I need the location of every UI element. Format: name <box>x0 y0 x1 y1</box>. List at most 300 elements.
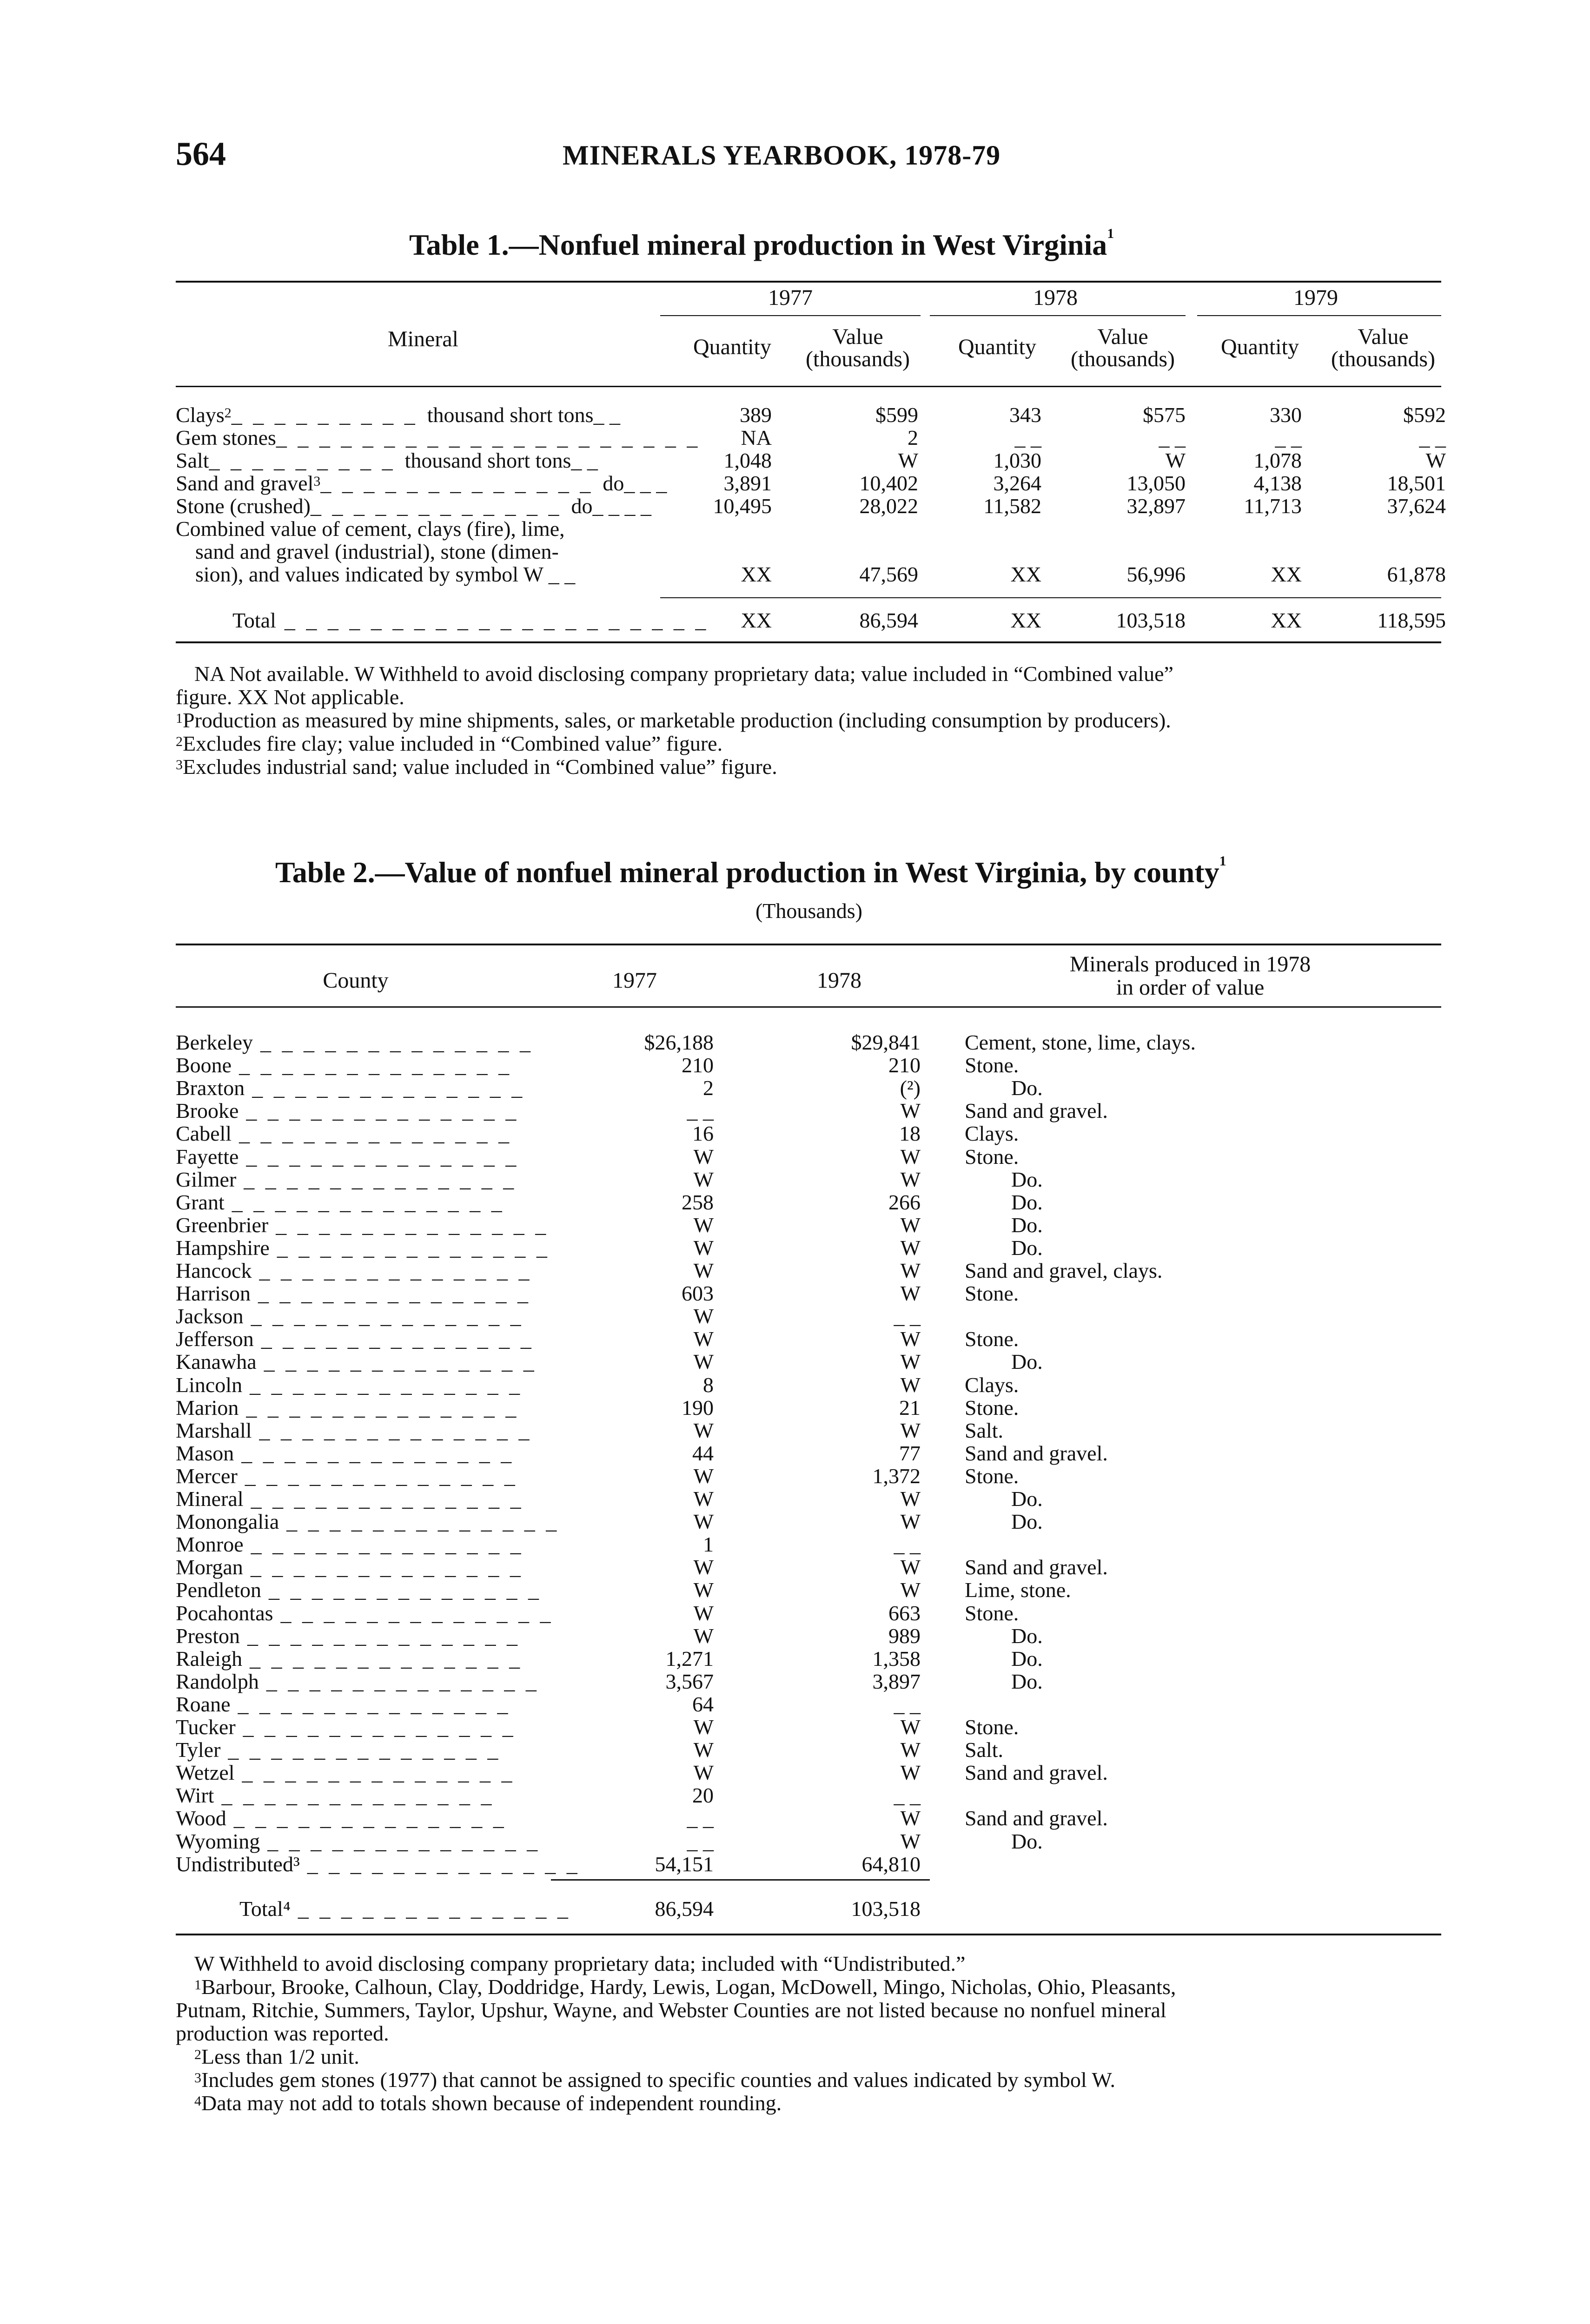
table2-county <box>176 1852 580 1876</box>
leader: _ _ _ _ _ _ _ _ _ _ _ _ _ <box>286 1510 560 1533</box>
table1-title: Table 1.—Nonfuel mineral production in West Virginia$^1$ <box>409 226 1114 261</box>
table2-county <box>176 1145 519 1169</box>
table2-county <box>176 1487 524 1511</box>
table1-cell: 10,495 <box>713 494 772 518</box>
table2-cell-1977: 1 <box>703 1532 714 1556</box>
table2-minerals: Sand and gravel. <box>965 1761 1108 1784</box>
table1-cell: 1,030 <box>993 449 1041 472</box>
table2-cell-1977: W <box>693 1213 714 1237</box>
table2-cell-1978: 3,897 <box>872 1670 921 1693</box>
table1-row-label <box>176 495 651 517</box>
leader: _ _ _ _ _ _ _ _ _ _ _ _ _ <box>221 1783 495 1807</box>
table2-county <box>176 1259 532 1282</box>
table2-total-rule <box>551 1879 930 1881</box>
table2-county <box>176 1396 519 1419</box>
table1-combined-cell: XX <box>1010 562 1041 586</box>
table2-cell-1978: W <box>900 1806 921 1830</box>
table1-cell: 3,891 <box>723 471 772 495</box>
running-title: MINERALS YEARBOOK, 1978-79 <box>563 140 1001 171</box>
note-text: W Withheld to avoid disclosing company proprietary data; included with “Undistributed.” <box>194 1952 966 1975</box>
footnote-marker: 2 <box>194 2047 201 2062</box>
leader: _ _ _ _ _ _ _ _ _ _ _ _ _ _ _ _ _ _ _ _ <box>284 608 709 632</box>
table2-county <box>176 1738 510 1761</box>
table1-row-label <box>176 426 700 449</box>
table1-col-quantity: Quantity <box>1221 335 1299 359</box>
leader: _ _ _ _ _ _ _ _ _ _ _ _ _ <box>228 1738 501 1762</box>
county-name: Kanawha <box>176 1350 257 1373</box>
table2-cell-1977: W <box>693 1487 714 1511</box>
county-name: Braxton <box>176 1076 245 1100</box>
leader: _ _ _ _ _ _ _ _ _ _ _ _ _ <box>320 471 594 495</box>
table1-total-cell: 86,594 <box>859 608 918 632</box>
leader: _ _ _ _ _ _ _ _ _ _ _ _ _ <box>266 1670 539 1693</box>
table2-minerals: Do. <box>1011 1487 1043 1511</box>
leader: _ _ _ _ _ _ _ _ _ _ _ _ _ <box>267 1829 541 1853</box>
table2-cell-1978: W <box>900 1236 921 1260</box>
table2-note <box>176 2022 389 2045</box>
table2-minerals: Stone. <box>965 1281 1019 1305</box>
table1-total-cell: 103,518 <box>1116 608 1186 632</box>
table2-cell-1978: 1,358 <box>872 1647 921 1670</box>
table2-county <box>176 1578 542 1602</box>
table2-cell-1977: _ _ <box>687 1806 714 1830</box>
leader: _ _ _ _ _ _ _ _ _ _ _ _ _ <box>259 1419 532 1442</box>
table2-cell-1978: W <box>900 1168 921 1191</box>
table2-county <box>176 1647 523 1670</box>
table1-note <box>176 755 777 779</box>
table2-cell-1977: 54,151 <box>655 1852 714 1876</box>
table2-minerals: Sand and gravel. <box>965 1806 1108 1830</box>
table1-cell: W <box>1425 449 1446 472</box>
leader: _ _ _ _ _ _ _ _ _ _ _ _ _ <box>243 1715 516 1739</box>
table2-county <box>176 1191 510 1214</box>
table1-cell: 10,402 <box>859 471 918 495</box>
table1-col-value: Value <box>1358 324 1409 349</box>
table1-cell: 3,264 <box>993 471 1041 495</box>
table2-county <box>176 1327 534 1351</box>
table2-cell-1978: (²) <box>900 1076 921 1100</box>
table2-cell-1978: W <box>900 1487 921 1511</box>
table2-county <box>176 1510 560 1533</box>
county-name: Morgan <box>176 1555 243 1579</box>
table1-combined-label: sion), and values indicated by symbol W _ _ <box>195 562 576 586</box>
mineral-name: Salt <box>176 449 209 472</box>
table1-note <box>176 709 1171 732</box>
table1-top-rule <box>176 281 1441 283</box>
table2-cell-1978: 18 <box>899 1122 921 1145</box>
table2-cell-1977: W <box>693 1236 714 1260</box>
table1-combined-cell: 47,569 <box>859 562 918 586</box>
table2-county <box>176 1122 510 1145</box>
county-name: Raleigh <box>176 1647 243 1670</box>
table2-cell-1977: 190 <box>682 1396 714 1419</box>
table2-county <box>176 1670 539 1693</box>
county-name: Monroe <box>176 1532 244 1556</box>
table1-total-cell: XX <box>1010 608 1041 632</box>
table2-minerals: Do. <box>1011 1190 1043 1214</box>
table2-county <box>176 1624 520 1648</box>
table2-minerals: Sand and gravel. <box>965 1099 1108 1122</box>
footnote-marker: 1 <box>176 711 183 726</box>
leader: _ _ _ _ _ _ _ _ _ <box>209 449 396 472</box>
table2-cell-1978: W <box>900 1259 921 1282</box>
mineral-name: Sand and gravel <box>176 471 314 495</box>
table1-year-1977: 1977 <box>768 285 813 310</box>
leader: _ _ _ _ _ _ _ _ _ <box>231 403 418 427</box>
table1-col-quantity: Quantity <box>693 335 771 359</box>
table2-cell-1978: W <box>900 1761 921 1784</box>
leader: _ _ _ _ _ _ _ _ _ _ _ _ _ <box>277 1236 550 1260</box>
table2-cell-1978: 266 <box>888 1190 921 1214</box>
note-text: Production as measured by mine shipments, sales, or marketable production (including consumption by producers). <box>183 708 1171 732</box>
table2-minerals: Stone. <box>965 1053 1019 1077</box>
table1-cell: 11,582 <box>983 494 1041 518</box>
table2-minerals: Stone. <box>965 1601 1019 1625</box>
table1-cell: _ _ <box>1014 426 1041 449</box>
table1-total-rule <box>660 597 1441 598</box>
leader: _ _ _ _ _ _ _ _ _ _ _ _ _ <box>246 1396 519 1419</box>
leader: _ _ _ _ _ _ _ _ _ _ _ _ _ <box>246 1099 519 1122</box>
leader: _ _ _ _ _ _ _ _ _ _ _ _ _ <box>241 1441 515 1465</box>
county-name: Wirt <box>176 1783 214 1807</box>
leader: _ _ _ _ _ _ _ _ _ _ _ _ _ <box>252 1076 525 1100</box>
table1-cell: 28,022 <box>859 494 918 518</box>
table2-county <box>176 1784 510 1807</box>
table2-cell-1977: $26,188 <box>644 1030 714 1054</box>
footnote-ref: 2 <box>224 405 232 421</box>
table2-cell-1977: W <box>693 1578 714 1602</box>
table2-minerals: Stone. <box>965 1715 1019 1739</box>
table1-cell: 343 <box>1009 403 1041 427</box>
table2-cell-1977: 3,567 <box>665 1670 714 1693</box>
county-name: Gilmer <box>176 1168 237 1191</box>
table2-cell-1978: W <box>900 1327 921 1351</box>
table2-cell-1977: 64 <box>692 1692 714 1716</box>
county-name: Jackson <box>176 1304 244 1328</box>
table2-cell-1978: _ _ <box>894 1532 921 1556</box>
note-text: Includes gem stones (1977) that cannot be assigned to specific counties and values indicated by symbol W. <box>201 2068 1116 2092</box>
table2-minerals: Do. <box>1011 1236 1043 1260</box>
county-name: Wyoming <box>176 1829 260 1853</box>
leader: _ _ _ _ _ _ _ _ _ _ _ _ _ <box>259 1259 532 1282</box>
table2-cell-1978: 1,372 <box>872 1464 921 1488</box>
table2-col-minerals-line1: Minerals produced in 1978 <box>1069 952 1311 977</box>
table1-cell: _ _ <box>1419 426 1446 449</box>
table1-cell: $575 <box>1143 403 1186 427</box>
table1-combined-label: Combined value of cement, clays (fire), lime, <box>176 517 565 541</box>
table1-year-1978: 1978 <box>1033 285 1078 310</box>
table2-cell-1977: W <box>693 1738 714 1762</box>
county-name: Boone <box>176 1053 232 1077</box>
table2-cell-1977: W <box>693 1761 714 1784</box>
leader: _ _ _ _ _ _ _ _ _ _ _ _ _ <box>251 1487 524 1511</box>
table1-cell: $592 <box>1403 403 1446 427</box>
table2-minerals: Salt. <box>965 1738 1004 1762</box>
table1-note <box>176 732 722 755</box>
table1-cell: 32,897 <box>1126 494 1186 518</box>
note-text: Data may not add to totals shown because of independent rounding. <box>201 2091 782 2115</box>
unit: do_ _ _ <box>603 471 667 495</box>
table2-county <box>176 1829 541 1853</box>
table2-minerals: Cement, stone, lime, clays. <box>965 1030 1196 1054</box>
table2-county <box>176 1076 525 1100</box>
county-name: Lincoln <box>176 1373 243 1397</box>
table2-subtitle: (Thousands) <box>755 899 862 923</box>
table2-cell-1977: W <box>693 1327 714 1351</box>
leader: _ _ _ _ _ _ _ _ _ _ _ _ _ <box>250 1647 523 1670</box>
table2-note <box>194 1952 965 1975</box>
table2-minerals: Do. <box>1011 1510 1043 1533</box>
table2-cell-1977: W <box>693 1715 714 1739</box>
table2-cell-1978: _ _ <box>894 1692 921 1716</box>
table2-cell-1977: 258 <box>682 1190 714 1214</box>
county-name: Marshall <box>176 1419 252 1442</box>
leader: _ _ _ _ _ _ _ _ _ _ _ _ _ <box>247 1624 520 1648</box>
table2-cell-1978: 64,810 <box>861 1852 921 1876</box>
table2-county <box>176 1715 516 1739</box>
page-number: 564 <box>176 135 226 172</box>
county-name: Berkeley <box>176 1030 253 1054</box>
county-name: Wood <box>176 1806 226 1830</box>
leader: _ _ _ _ _ _ _ _ _ _ _ _ _ <box>239 1053 512 1077</box>
table2-note <box>194 2045 359 2068</box>
note-text: Barbour, Brooke, Calhoun, Clay, Doddridge, Hardy, Lewis, Logan, McDowell, Mingo, Nicholas, Ohio, Pleasants, <box>201 1975 1176 1999</box>
table2-cell-1977: W <box>693 1601 714 1625</box>
table1-total-cell: 118,595 <box>1377 608 1446 632</box>
table2-cell-1977: W <box>693 1624 714 1648</box>
table2-cell-1978: W <box>900 1738 921 1762</box>
table2-cell-1977: W <box>693 1304 714 1328</box>
table2-cell-1978: W <box>900 1419 921 1442</box>
table2-county <box>176 1373 523 1397</box>
leader: _ _ _ _ _ _ _ _ _ _ _ _ _ <box>239 1122 512 1145</box>
table2-county <box>176 1168 517 1191</box>
table2-county <box>176 1350 537 1373</box>
county-name: Harrison <box>176 1281 251 1305</box>
table2-cell-1978: W <box>900 1829 921 1853</box>
table2-cell-1977: 210 <box>682 1053 714 1077</box>
table1-note <box>176 686 404 709</box>
table1-cell: 13,050 <box>1126 471 1186 495</box>
leader: _ _ _ _ _ _ _ _ _ _ _ _ _ <box>244 1168 517 1191</box>
table1-year-1979: 1979 <box>1293 285 1338 310</box>
leader: _ _ _ _ _ _ _ _ _ _ _ _ _ <box>258 1281 531 1305</box>
table2-county <box>176 1761 515 1784</box>
leader: _ _ _ _ _ _ _ _ _ _ _ _ _ <box>276 1213 549 1237</box>
footnote-marker: 3 <box>176 757 183 772</box>
table2-minerals: Do. <box>1011 1647 1043 1670</box>
table2-minerals: Do. <box>1011 1829 1043 1853</box>
leader: _ _ _ _ _ _ _ _ _ _ _ _ _ <box>298 1897 571 1921</box>
table2-cell-1977: 44 <box>692 1441 714 1465</box>
table2-total-1978: 103,518 <box>851 1897 921 1921</box>
note-text: figure. XX Not applicable. <box>176 685 404 709</box>
table2-county <box>176 1304 524 1328</box>
table1-cell: 11,713 <box>1244 494 1302 518</box>
unit: thousand short tons_ _ <box>404 449 598 472</box>
table2-total-label <box>239 1897 571 1920</box>
table1-bottom-rule <box>176 641 1441 643</box>
table2-county <box>176 1419 532 1442</box>
table2-cell-1978: 210 <box>888 1053 921 1077</box>
mineral-name: Gem stones <box>176 426 276 449</box>
table2-minerals: Do. <box>1011 1213 1043 1237</box>
county-name: Monongalia <box>176 1510 279 1533</box>
leader: _ _ _ _ _ _ _ _ _ _ _ _ _ <box>232 1190 505 1214</box>
note-text: Putnam, Ritchie, Summers, Taylor, Upshur, Wayne, and Webster Counties are not listed because no nonfuel mineral <box>176 1998 1166 2022</box>
table1-cell: 1,048 <box>723 449 772 472</box>
leader: _ _ _ _ _ _ _ _ _ _ _ _ _ <box>233 1806 507 1830</box>
table2-cell-1978: 77 <box>899 1441 921 1465</box>
table1-total-cell: XX <box>1271 608 1302 632</box>
table2-title: Table 2.—Value of nonfuel mineral production in West Virginia, by county$^1$ <box>275 853 1226 889</box>
county-name: Marion <box>176 1396 239 1419</box>
table1-col-quantity: Quantity <box>958 335 1036 359</box>
table2-cell-1978: _ _ <box>894 1304 921 1328</box>
total-text: Total <box>232 608 276 632</box>
leader: _ _ _ _ _ _ _ _ _ _ _ _ _ <box>280 1601 554 1625</box>
table1-col-value-unit: (thousands) <box>806 347 910 371</box>
county-name: Hancock <box>176 1259 252 1282</box>
table1-col-value-unit: (thousands) <box>1071 347 1175 371</box>
table2-minerals: Stone. <box>965 1327 1019 1351</box>
table2-cell-1977: W <box>693 1259 714 1282</box>
table1-cell: 330 <box>1270 403 1302 427</box>
county-name: Cabell <box>176 1122 232 1145</box>
table2-cell-1977: 20 <box>692 1783 714 1807</box>
table2-total-1977: 86,594 <box>655 1897 714 1921</box>
leader: _ _ _ _ _ _ _ _ _ _ _ _ _ <box>246 1145 519 1169</box>
table1-total-label <box>232 609 709 632</box>
table2-county <box>176 1601 554 1625</box>
leader: _ _ _ _ _ _ _ _ _ _ _ _ <box>310 494 562 518</box>
leader: _ _ _ _ _ _ _ _ _ _ _ _ _ <box>242 1761 515 1784</box>
footnote-ref: 3 <box>313 474 321 489</box>
table2-cell-1978: 21 <box>899 1396 921 1419</box>
table2-note <box>194 2068 1115 2092</box>
table2-county <box>176 1236 550 1260</box>
table2-cell-1977: 603 <box>682 1281 714 1305</box>
county-name: Pendleton <box>176 1578 261 1602</box>
table2-cell-1978: W <box>900 1373 921 1397</box>
table2-minerals: Clays. <box>965 1122 1019 1145</box>
county-name: Mercer <box>176 1464 238 1488</box>
table2-county <box>176 1555 523 1579</box>
table1-cell: 4,138 <box>1253 471 1302 495</box>
county-name: Hampshire <box>176 1236 270 1260</box>
table2-col-county: County <box>323 968 389 993</box>
leader: _ _ _ _ _ _ _ _ _ _ _ _ _ <box>264 1350 537 1373</box>
unit: do_ _ _ _ <box>571 494 651 518</box>
table1-row-label <box>176 472 667 495</box>
table2-note <box>194 1975 1176 1999</box>
note-text: Excludes fire clay; value included in “Combined value” figure. <box>183 732 723 755</box>
note-text: Excludes industrial sand; value included in “Combined value” figure. <box>183 755 777 779</box>
leader: _ _ _ _ _ _ _ _ _ _ _ _ _ <box>251 1304 524 1328</box>
county-name: Fayette <box>176 1145 239 1169</box>
table1-cell: _ _ <box>1159 426 1186 449</box>
table2-minerals: Salt. <box>965 1419 1004 1442</box>
table1-cell: W <box>1165 449 1186 472</box>
leader: _ _ _ _ _ _ _ _ _ _ _ _ _ <box>260 1030 534 1054</box>
county-name: Tyler <box>176 1738 221 1762</box>
table2-cell-1977: W <box>693 1419 714 1442</box>
total-text: Total⁴ <box>239 1897 291 1921</box>
note-text: Less than 1/2 unit. <box>201 2045 359 2068</box>
table1-year-rule <box>930 315 1186 316</box>
table2-county <box>176 1532 524 1556</box>
table1-cell: NA <box>741 426 772 449</box>
table2-cell-1977: W <box>693 1168 714 1191</box>
table2-minerals: Do. <box>1011 1168 1043 1191</box>
table2-cell-1977: 2 <box>703 1076 714 1100</box>
table2-cell-1977: W <box>693 1510 714 1533</box>
table2-minerals: Do. <box>1011 1670 1043 1693</box>
county-name: Mineral <box>176 1487 244 1511</box>
table2-cell-1978: _ _ <box>894 1783 921 1807</box>
table2-minerals: Stone. <box>965 1145 1019 1169</box>
table1-note <box>194 662 1173 686</box>
footnote-marker: 4 <box>194 2093 201 2109</box>
leader: _ _ _ _ _ _ _ _ _ _ _ _ _ <box>251 1532 524 1556</box>
table1-row-label <box>176 403 620 426</box>
table1-cell: 37,624 <box>1387 494 1446 518</box>
table1-combined-cell: 61,878 <box>1387 562 1446 586</box>
table1-col-value: Value <box>1097 324 1148 349</box>
table2-county <box>176 1099 519 1122</box>
table2-cell-1978: W <box>900 1715 921 1739</box>
table1-total-cell: XX <box>741 608 772 632</box>
table1-cell: 389 <box>740 403 772 427</box>
table2-cell-1978: W <box>900 1510 921 1533</box>
table2-cell-1977: _ _ <box>687 1829 714 1853</box>
county-name: Preston <box>176 1624 240 1648</box>
county-name: Brooke <box>176 1099 239 1122</box>
table2-cell-1977: W <box>693 1145 714 1169</box>
table1-col-mineral: Mineral <box>388 327 458 351</box>
table2-cell-1977: W <box>693 1555 714 1579</box>
table2-cell-1977: 1,271 <box>665 1647 714 1670</box>
table2-bottom-rule <box>176 1934 1441 1935</box>
table2-cell-1977: 8 <box>703 1373 714 1397</box>
table2-header-rule <box>176 1006 1441 1008</box>
table2-county <box>176 1281 531 1305</box>
table2-cell-1978: 663 <box>888 1601 921 1625</box>
table1-cell: $599 <box>875 403 918 427</box>
table1-cell: 1,078 <box>1253 449 1302 472</box>
table1-year-rule <box>1197 315 1441 316</box>
unit: thousand short tons_ _ <box>427 403 621 427</box>
table2-top-rule <box>176 944 1441 945</box>
table1-col-value-unit: (thousands) <box>1331 347 1435 371</box>
leader: _ _ _ _ _ _ _ _ _ _ _ _ _ <box>261 1327 534 1351</box>
table2-minerals: Stone. <box>965 1464 1019 1488</box>
table2-col-1977: 1977 <box>612 968 657 993</box>
table2-minerals: Do. <box>1011 1624 1043 1648</box>
county-name: Wetzel <box>176 1761 235 1784</box>
county-name: Grant <box>176 1190 225 1214</box>
table1-header-rule <box>176 386 1441 387</box>
table2-minerals: Lime, stone. <box>965 1578 1071 1602</box>
table2-note <box>176 1999 1166 2022</box>
table2-cell-1978: W <box>900 1213 921 1237</box>
table2-county <box>176 1807 510 1829</box>
mineral-name: Clays <box>176 403 225 427</box>
table2-county <box>176 1030 534 1054</box>
table2-cell-1978: W <box>900 1281 921 1305</box>
table2-col-1978: 1978 <box>817 968 861 993</box>
footnote-marker: 1 <box>194 1977 201 1993</box>
